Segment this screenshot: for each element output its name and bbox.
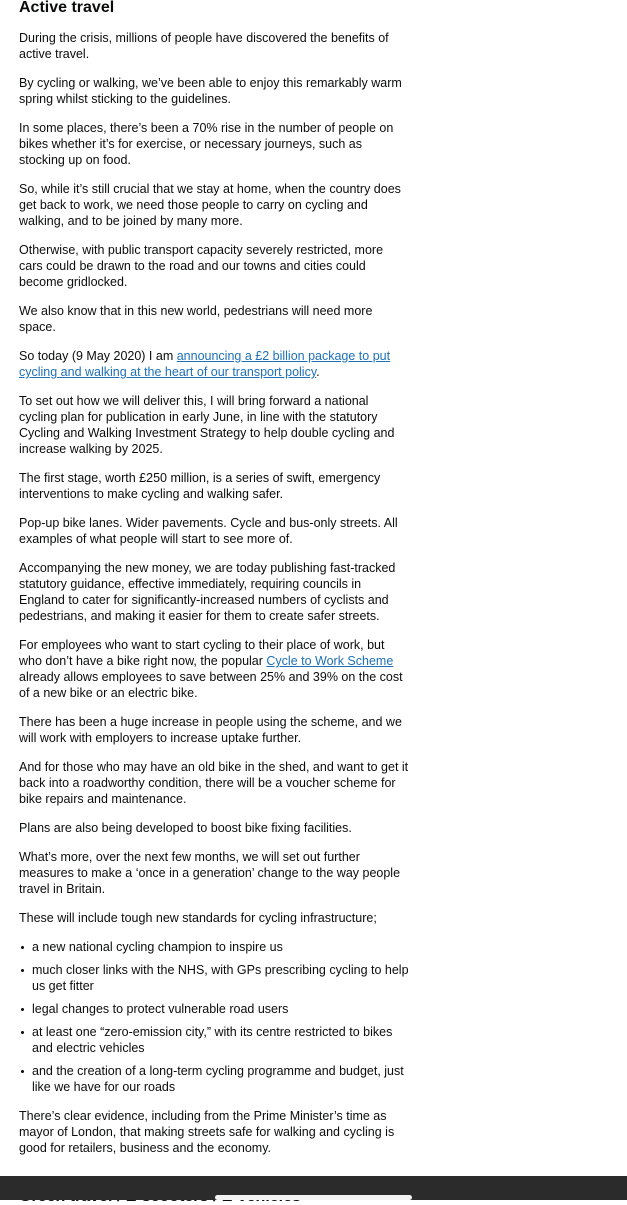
announce-text-after: . bbox=[316, 365, 320, 379]
cyclework-text-after: already allows employees to save between 25% and 39% on the cost of a new bike or an electric bike. bbox=[19, 670, 403, 700]
list-item: much closer links with the NHS, with GPs prescribing cycling to help us get fitter bbox=[32, 963, 409, 993]
paragraph: Accompanying the new money, we are today publishing fast-tracked statutory guidance, effective immediately, requiring councils in England to cater for significantly-increased numbers of cyclists and pedestrians, and making it easier for them to create safer streets. bbox=[19, 561, 396, 623]
paragraph: During the crisis, millions of people have discovered the benefits of active travel. bbox=[19, 31, 389, 61]
paragraph: Plans are also being developed to boost bike fixing facilities. bbox=[19, 821, 352, 835]
home-indicator[interactable] bbox=[215, 1195, 412, 1200]
paragraph: So, while it’s still crucial that we stay at home, when the country does get back to work, we need those people to carry on cycling and walking, and to be joined by many more. bbox=[19, 182, 401, 228]
bottom-bar bbox=[0, 1176, 627, 1200]
paragraph: In some places, there’s been a 70% rise in the number of people on bikes whether it’s for exercise, or necessary journeys, such as stocking up on food. bbox=[19, 121, 394, 167]
paragraph: To set out how we will deliver this, I will bring forward a national cycling plan for publication in early June, in line with the statutory Cycling and Walking Investment Strategy to help double cycling and increase walking by 2025. bbox=[19, 394, 395, 456]
paragraph: We also know that in this new world, pedestrians will need more space. bbox=[19, 304, 373, 334]
cyclework-text-before: For employees who want to start cycling to their place of work, but who don’t have a bike right now, the popular bbox=[19, 638, 385, 668]
paragraph-closing: There’s clear evidence, including from the Prime Minister’s time as mayor of London, that making streets safe for walking and cycling is good for retailers, business and the economy. bbox=[19, 1109, 395, 1155]
paragraph: The first stage, worth £250 million, is a series of swift, emergency interventions to make cycling and walking safer. bbox=[19, 471, 381, 501]
paragraph: What’s more, over the next few months, we will set out further measures to make a ‘once in a generation’ change to the way people travel in Britain. bbox=[19, 850, 401, 896]
spacer bbox=[19, 16, 409, 30]
paragraph: By cycling or walking, we’ve been able to enjoy this remarkably warm spring whilst sticking to the guidelines. bbox=[19, 76, 402, 106]
list-item: at least one “zero-emission city,” with its centre restricted to bikes and electric vehicles bbox=[32, 1024, 409, 1056]
announcement-link[interactable]: announcing a £2 billion package to put cycling and walking at the heart of our transport policy bbox=[19, 349, 391, 379]
list-item: a new national cycling champion to inspire us bbox=[32, 939, 409, 955]
paragraph: And for those who may have an old bike in the shed, and want to get it back into a roadworthy condition, there will be a voucher scheme for bike repairs and maintenance. bbox=[19, 760, 409, 806]
section-heading-active-travel: Active travel bbox=[19, 0, 115, 16]
measures-list bbox=[19, 939, 409, 1095]
list-item: and the creation of a long-term cycling programme and budget, just like we have for our roads bbox=[32, 1063, 409, 1095]
paragraph-cycle-to-work bbox=[19, 637, 409, 701]
paragraph: There has been a huge increase in people using the scheme, and we will work with employers to increase uptake further. bbox=[19, 715, 402, 745]
cycle-to-work-scheme-link[interactable]: Cycle to Work Scheme bbox=[266, 654, 394, 668]
article-body bbox=[19, 0, 409, 1205]
paragraph: These will include tough new standards for cycling infrastructure; bbox=[19, 911, 377, 925]
paragraph-announcement bbox=[19, 348, 409, 380]
paragraph: Otherwise, with public transport capacity severely restricted, more cars could be drawn to the road and our towns and cities could become gridlocked. bbox=[19, 243, 384, 289]
list-item: legal changes to protect vulnerable road users bbox=[32, 1001, 409, 1017]
announce-text-before: So today (9 May 2020) I am bbox=[19, 349, 177, 363]
paragraph: Pop-up bike lanes. Wider pavements. Cycle and bus-only streets. All examples of what people will start to see more of. bbox=[19, 516, 398, 546]
